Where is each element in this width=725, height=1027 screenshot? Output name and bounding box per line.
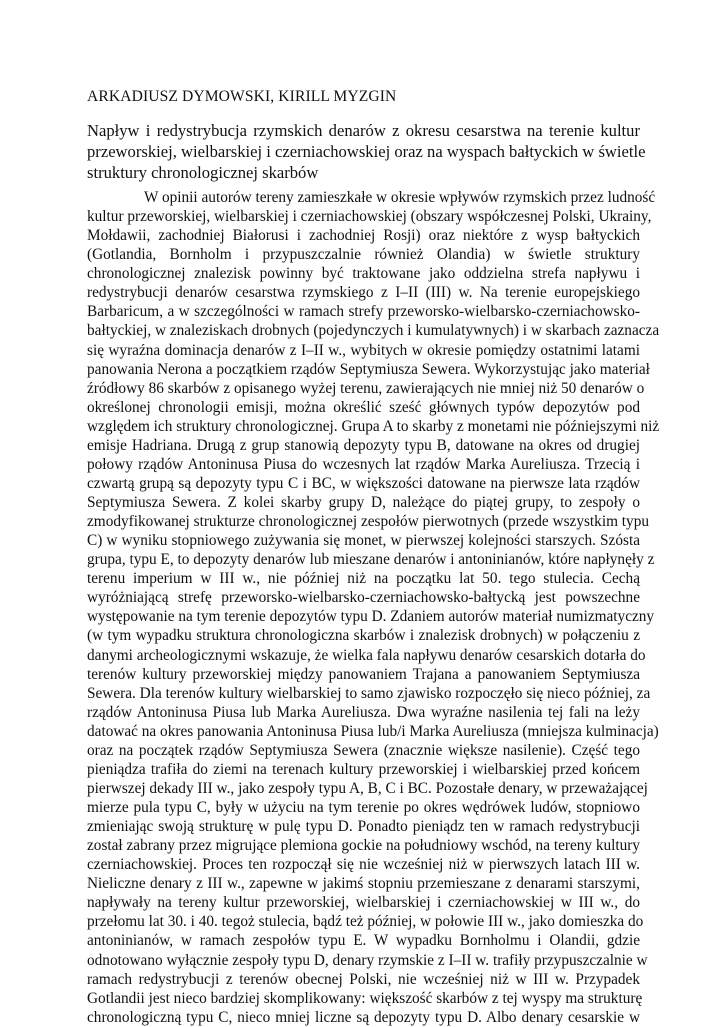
- body-line: rządów Antoninusa Piusa lub Marka Aureliusza. Dwa wyraźne nasilenia tej fali na leży: [87, 703, 640, 721]
- body-line: (w tym wypadku struktura chronologiczna skarbów i znalezisk drobnych) w połączeniu z: [87, 627, 640, 645]
- body-line: połowy rządów Antoninusa Piusa do wczesnych lat rządów Marka Aureliusza. Trzecią i: [87, 455, 640, 473]
- body-line: Mołdawii, zachodniej Białorusi i zachodniej Rosji) oraz niektóre z wysp bałtyckich: [87, 227, 640, 245]
- body-line: się wyraźna dominacja denarów z I–II w., wybitych w okresie pomiędzy ostatnimi latami: [87, 341, 640, 359]
- body-line: redystrybucji denarów cesarstwa rzymskiego z I–II (III) w. Na terenie europejskiego: [87, 284, 640, 302]
- title-line: przeworskiej, wielbarskiej i czerniachowskiej oraz na wyspach bałtyckich w świetle: [87, 142, 646, 161]
- body-line: Gotlandii jest nieco bardziej skomplikowany: większość skarbów z tej wyspy ma strukturę: [87, 989, 643, 1007]
- body-line: zmieniając swoją strukturę w pulę typu D. Ponadto pieniądz ten w ramach redystrybucji: [87, 818, 640, 836]
- body-line: źródłowy 86 skarbów z opisanego wyżej terenu, zawierających nie mniej niż 50 denarów o: [87, 379, 645, 397]
- body-paragraph: [87, 188, 660, 1027]
- body-line: datować na okres panowania Antoninusa Piusa lub/i Marka Aureliusza (mniejsza kulminacja): [87, 722, 659, 740]
- body-line: określonej chronologii emisji, można określić sześć głównych typów depozytów pod: [87, 398, 640, 416]
- authors: ARKADIUSZ DYMOWSKI, KIRILL MYZGIN: [87, 88, 397, 105]
- body-line: terenów kultury przeworskiej między panowaniem Trajana a panowaniem Septymiusza: [87, 665, 640, 683]
- body-line: występowanie na tym terenie depozytów typu D. Zdaniem autorów materiał numizmatyczny: [87, 608, 655, 626]
- body-line: został zabrany przez migrujące plemiona gockie na południowy wschód, na tereny kultury: [87, 837, 641, 855]
- body-line: (Gotlandia, Bornholm i przypuszczalnie również Olandia) w świetle struktury: [87, 246, 640, 264]
- body-line: czerniachowskiej. Proces ten rozpoczął się nie wcześniej niż w pierwszych latach III w.: [87, 856, 640, 874]
- body-line: grupa, typu E, to depozyty denarów lub mieszane denarów i antoninianów, które napłynęły z: [87, 551, 655, 569]
- body-line: Nieliczne denary z III w., zapewne w jakimś stopniu przemieszane z denarami starszymi,: [87, 875, 640, 893]
- body-line: Barbaricum, a w szczególności w ramach strefy przeworsko-wielbarsko-czerniachowsko-: [87, 303, 640, 321]
- body-line: mierze pula typu C, były w użyciu na tym terenie po okres wędrówek ludów, stopniowo: [87, 799, 640, 816]
- body-line: C) w wyniku stopniowego zużywania się monet, w pierwszej kolejności starszych. Szósta: [87, 532, 640, 550]
- body-line: Septymiusza Sewera. Z kolei skarby grupy D, należące do piątej grupy, to zespoły o: [87, 494, 640, 511]
- body-line: pierwszej dekady III w., jako zespoły typu A, B, C i BC. Pozostałe denary, w przeważającej: [87, 779, 648, 797]
- body-line: danymi archeologicznymi wskazuje, że wielka fala napływu denarów cesarskich dotarła do: [87, 646, 646, 664]
- body-line: oraz na początek rządów Septymiusza Sewera (znacznie większe nasilenie). Część tego: [87, 741, 640, 759]
- body-line: kultur przeworskiej, wielbarskiej i czerniachowskiej (obszary współczesnej Polski, Ukrainy,: [87, 208, 652, 226]
- body-line: napływały na tereny kultur przeworskiej, wielbarskiej i czerniachowskiej w III w., do: [87, 894, 640, 912]
- body-line: wyróżniającą strefę przeworsko-wielbarsko-czerniachowsko-bałtycką jest powszechne: [87, 589, 640, 607]
- body-line: zmodyfikowanej strukturze chronologicznej zespołów pierwotnych (przede wszystkim typu: [87, 513, 649, 531]
- body-line: panowania Nerona a początkiem rządów Septymiusza Sewera. Wykorzystując jako materiał: [87, 360, 650, 378]
- body-line: antoninianów, w ramach zespołów typu E. W wypadku Bornholmu i Olandii, gdzie: [87, 932, 640, 950]
- body-line: Sewera. Dla terenów kultury wielbarskiej to samo zjawisko rozpoczęło się nieco później, za: [87, 684, 651, 702]
- article-title: [87, 120, 646, 183]
- title-line: struktury chronologicznej skarbów: [87, 163, 319, 182]
- body-line: czwartą grupą są depozyty typu C i BC, w większości datowane na pierwsze lata rządów: [87, 474, 640, 492]
- body-line: chronologiczną typu C, nieco mniej liczne są depozyty typu D. Albo denary cesarskie w: [87, 1008, 640, 1026]
- body-line: ramach redystrybucji z terenów obecnej Polski, nie wcześniej niż w III w. Przypadek: [87, 970, 640, 988]
- body-line: bałtyckiej, w znaleziskach drobnych (pojedynczych i kumulatywnych) i w skarbach zaznacza: [87, 322, 660, 340]
- body-line: emisje Hadriana. Drugą z grup stanowią depozyty typu B, datowane na okres od drugiej: [87, 436, 640, 454]
- body-line: pieniądza trafiła do ziemi na terenach kultury przeworskiej i wielbarskiej przed końcem: [87, 760, 640, 778]
- body-line: chronologicznej znalezisk powinny być traktowane jako oddzielna strefa napływu i: [87, 265, 640, 283]
- title-line: Napływ i redystrybucja rzymskich denarów z okresu cesarstwa na terenie kultur: [87, 121, 640, 140]
- body-line: przełomu lat 30. i 40. tegoż stulecia, bądź też później, w połowie III w., jako domieszka do: [87, 913, 644, 931]
- body-line: W opinii autorów tereny zamieszkałe w okresie wpływów rzymskich przez ludność: [144, 189, 656, 206]
- body-line: odnotowano wyłącznie zespoły typu D, denary rzymskie z I–II w. trafiły przypuszczalnie w: [87, 951, 648, 969]
- body-line: względem ich struktury chronologicznej. Grupa A to skarby z monetami nie późniejszymi niż: [87, 417, 660, 435]
- body-line: terenu imperium w III w., nie później niż na początku lat 50. tego stulecia. Cechą: [87, 570, 640, 588]
